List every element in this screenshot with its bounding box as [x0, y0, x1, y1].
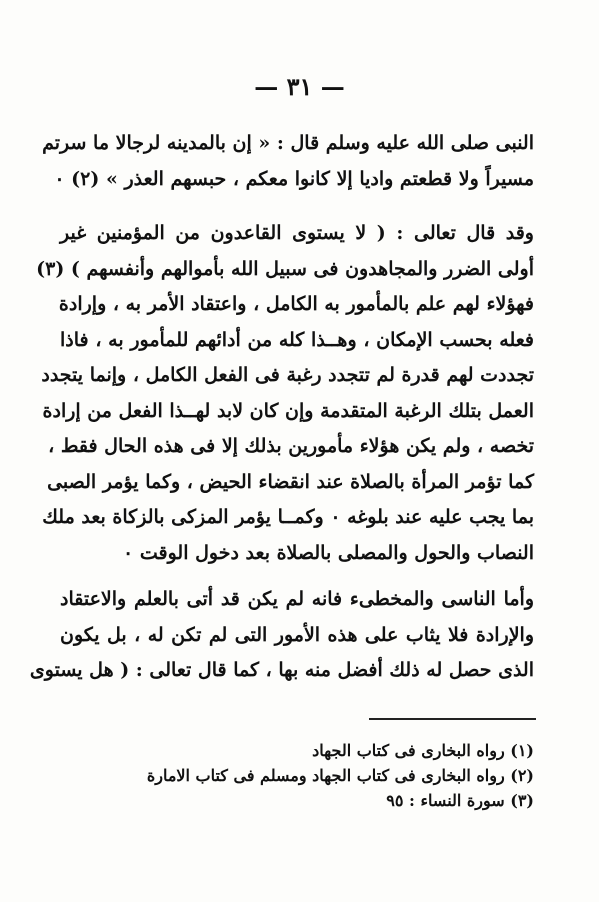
text-line: والإرادة فلا يثاب على هذه الأمور التى لم تكن له ، بل يكون	[60, 623, 534, 646]
footnote-1: (١) رواه البخارى فى كتاب الجهاد	[312, 741, 534, 760]
text-line: تجددت لهم قدرة لم تتجدد رغبة فى الفعل الكامل ، وإنما يتجدد	[41, 364, 534, 386]
text-line: وقد قال تعالى : ( لا يستوى القاعدون من المؤمنين غير	[60, 222, 534, 244]
footnote-3: (٣) سورة النساء : ٩٥	[386, 791, 534, 810]
text-line: مسيراً ولا قطعتم واديا إلا كانوا معكم ، حبسهم العذر » (٢) ٠	[54, 167, 534, 190]
text-line: العمل بتلك الرغبة المتقدمة وإن كان لابد لهــذا الفعل من إرادة	[42, 399, 534, 422]
text-line: النبى صلى الله عليه وسلم قال : « إن بالمدينه لرجالا ما سرتم	[42, 132, 534, 154]
footnote-divider	[369, 718, 536, 720]
footnote-2: (٢) رواه البخارى فى كتاب الجهاد ومسلم فى كتاب الامارة	[146, 766, 534, 785]
text-line: فعله بحسب الإمكان ، وهــذا كله من أدائهم للمأمور به ، فاذا	[60, 328, 534, 351]
text-line: فهؤلاء لهم علم بالمأمور به الكامل ، واعتقاد الأمر به ، وإرادة	[58, 293, 534, 315]
paragraph-3	[29, 582, 534, 689]
paragraph-1	[42, 126, 534, 197]
text-line: كما تؤمر المرأة بالصلاة عند انقضاء الحيض ، وكما يؤمر الصبى	[47, 470, 534, 493]
text-line: أولى الضرر والمجاهدون فى سبيل الله بأموالهم وأنفسهم ) (٣)	[36, 257, 534, 280]
text-line: الذى حصل له ذلك أفضل منه بها ، كما قال تعالى : ( هل يستوى	[29, 659, 534, 681]
page-number: — ٣١ —	[254, 72, 345, 101]
paragraph-2	[36, 216, 534, 571]
footnotes	[60, 738, 534, 813]
text-line: تخصه ، ولم يكن هؤلاء مأمورين بذلك إلا فى هذه الحال فقط ،	[48, 435, 534, 457]
text-line: النصاب والحول والمصلى بالصلاة بعد دخول الوقت ٠	[123, 541, 534, 564]
text-line: بما يجب عليه عند بلوغه ٠ وكمــا يؤمر المزكى بالزكاة بعد ملك	[42, 506, 534, 528]
text-line: وأما الناسى والمخطىء فانه لم يكن قد أتى بالعلم والاعتقاد	[60, 588, 534, 610]
